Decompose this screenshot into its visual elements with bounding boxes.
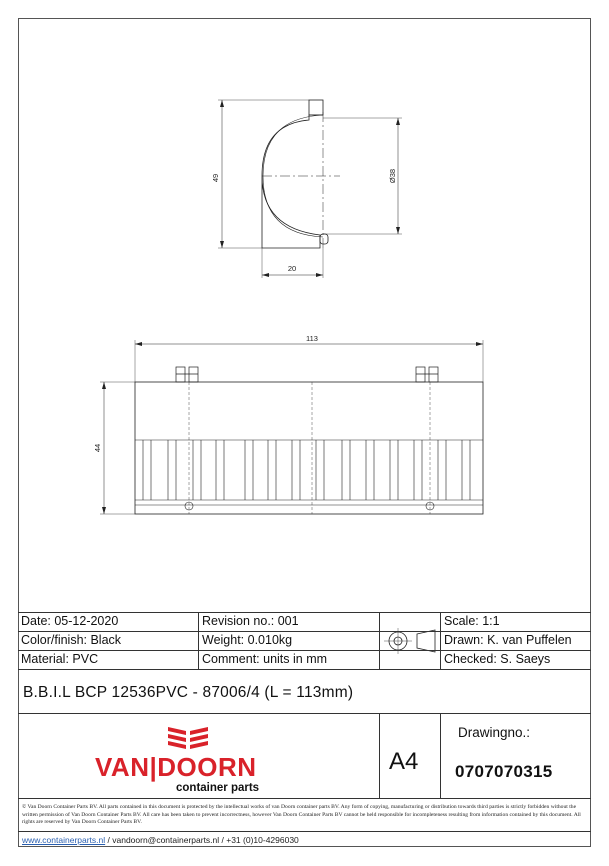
material-field: Material: PVC	[21, 652, 99, 666]
front-view	[100, 340, 483, 514]
van-doorn-logo-mark	[168, 727, 208, 749]
comment-field: Comment: units in mm	[202, 652, 328, 666]
checked-by-field: Checked: S. Saeys	[444, 652, 551, 666]
title-block-row-1	[18, 612, 591, 631]
front-clip-right	[416, 367, 438, 382]
logo-wordmark: VAN|DOORN	[95, 752, 257, 782]
footer-contact	[22, 835, 299, 845]
revision-field: Revision no.: 001	[202, 614, 299, 628]
front-clip-left	[176, 367, 198, 382]
contact-info: / vandoorn@containerparts.nl / +31 (0)10-4296030	[105, 835, 299, 845]
title-block-row-2	[18, 631, 591, 650]
drawn-by-field: Drawn: K. van Puffelen	[444, 633, 572, 647]
side-view-profile	[262, 115, 323, 248]
tb-line	[18, 669, 591, 670]
tb-line	[18, 713, 591, 714]
color-finish-field: Color/finish: Black	[21, 633, 122, 647]
tb-line	[18, 798, 591, 799]
top-clip	[309, 100, 323, 115]
tb-line	[440, 713, 441, 798]
date-field: Date: 05-12-2020	[21, 614, 119, 628]
drawing-number: 0707070315	[455, 762, 553, 781]
website-link[interactable]: www.containerparts.nl	[22, 835, 106, 845]
front-view-body	[135, 382, 483, 514]
bottom-nub	[320, 234, 328, 244]
scale-field: Scale: 1:1	[444, 614, 500, 628]
dim-113: 113	[306, 334, 318, 343]
dim-49: 49	[211, 173, 220, 183]
dim-20: 20	[287, 264, 297, 273]
side-view	[218, 100, 402, 278]
title-block-row-3	[18, 650, 591, 669]
weight-field: Weight: 0.010kg	[202, 633, 293, 647]
dim-44: 44	[93, 443, 102, 453]
copyright-disclaimer: © Van Doorn Container Parts BV. All parts contained in this document is protected by the intellectual works of van Doorn container parts BV. Any form of copying, manufacturing or distribution towards third parties is strictly forbidden without the written permission of Van Doorn Container Parts BV. All care has been taken to prevent incorrectness, however Van Doorn Container Parts BV cannot be held responsible for incompleteness resulting from information contained by this document. All rights are reserved by Van Doorn Container Parts BV.	[22, 804, 581, 826]
tb-line	[379, 713, 380, 798]
logo-subtitle: container parts	[176, 782, 260, 794]
dim-38: Ø38	[388, 168, 397, 184]
paper-size: A4	[389, 748, 419, 775]
drawingno-label: Drawingno.:	[458, 725, 531, 740]
tb-line	[18, 831, 591, 832]
part-title: B.B.I.L BCP 12536PVC - 87006/4 (L = 113mm)	[23, 684, 354, 701]
